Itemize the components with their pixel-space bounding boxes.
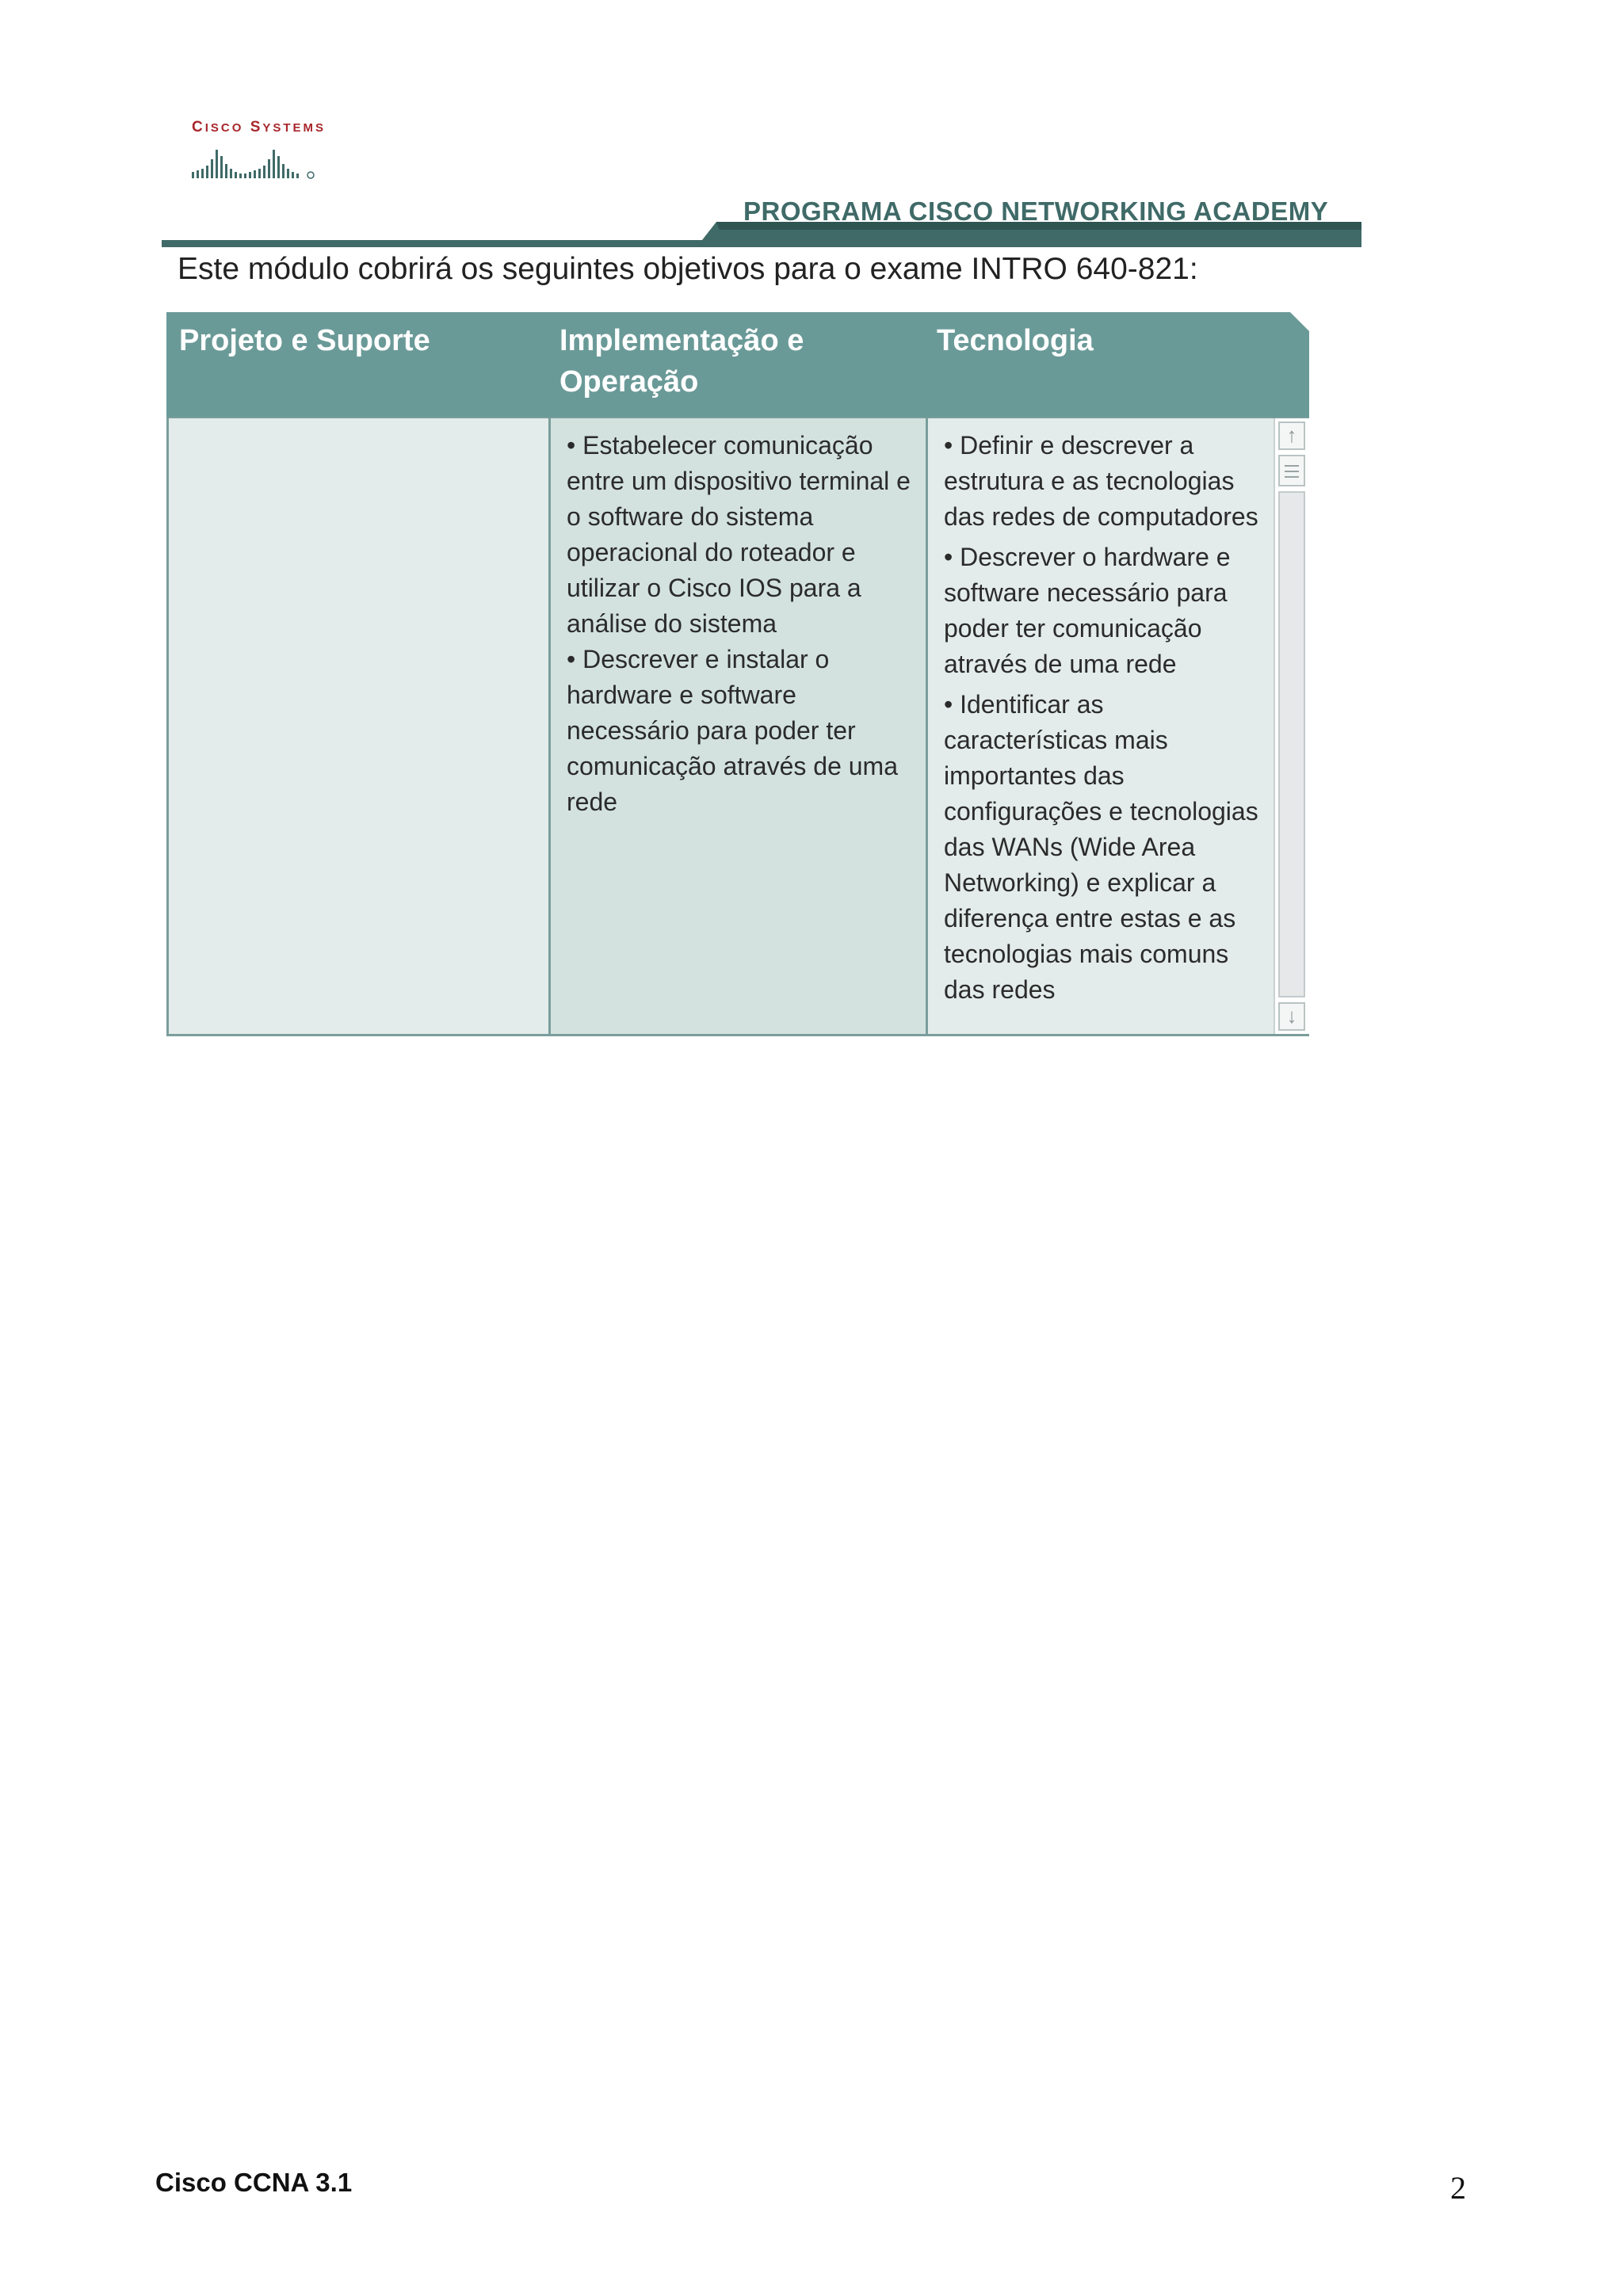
list-item: • Definir e descrever a estrutura e as tecnologias das redes de computadores (944, 431, 1258, 531)
cell-projeto (169, 418, 551, 1034)
scrollbar[interactable] (1274, 418, 1311, 1034)
scroll-down-arrow-icon[interactable]: ↓ (1278, 1002, 1305, 1031)
intro-text: Este módulo cobrirá os seguintes objetivos para o exame INTRO 640-821: (178, 252, 1198, 286)
list-item: • Descrever e instalar o hardware e software necessário para poder ter comunicação através de uma rede (567, 645, 898, 816)
objectives-table (166, 312, 1309, 1038)
column-header-implementacao-line2: Operação (559, 365, 699, 399)
page-number: 2 (1450, 2170, 1466, 2206)
cisco-bridge-icon (190, 143, 327, 180)
academy-title: PROGRAMA CISCO NETWORKING ACADEMY (743, 196, 1329, 226)
cisco-logo-wordmark: CISCO SYSTEMS (192, 119, 327, 135)
cell-tecnologia[interactable] (928, 418, 1274, 1034)
list-item: • Estabelecer comunicação entre um dispositivo terminal e o software do sistema operacional do roteador e utilizar o Cisco IOS para a análise do sistema (567, 431, 911, 638)
cisco-logo (190, 119, 333, 192)
column-header-implementacao-line1: Implementação e (559, 324, 804, 357)
column-header-projeto: Projeto e Suporte (179, 324, 430, 357)
footer-course-name: Cisco CCNA 3.1 (155, 2168, 353, 2197)
scroll-up-arrow-icon[interactable]: ↑ (1278, 421, 1305, 450)
list-item: • Descrever o hardware e software necessário para poder ter comunicação através de uma rede (944, 543, 1231, 678)
list-item: • Identificar as características mais importantes das configurações e tecnologias das WANs (Wide Area Networking) e explicar a diferença entre estas e as tecnologias mais comuns das redes (944, 690, 1258, 1004)
cell-implementacao (551, 418, 928, 1034)
table-body (166, 418, 1309, 1036)
scroll-thumb[interactable] (1278, 455, 1305, 486)
cell-tecnologia-text (944, 428, 1266, 1013)
scroll-track[interactable] (1278, 491, 1305, 997)
column-header-implementacao (559, 320, 804, 402)
cell-implementacao-text (567, 428, 918, 820)
column-header-tecnologia: Tecnologia (937, 324, 1094, 357)
